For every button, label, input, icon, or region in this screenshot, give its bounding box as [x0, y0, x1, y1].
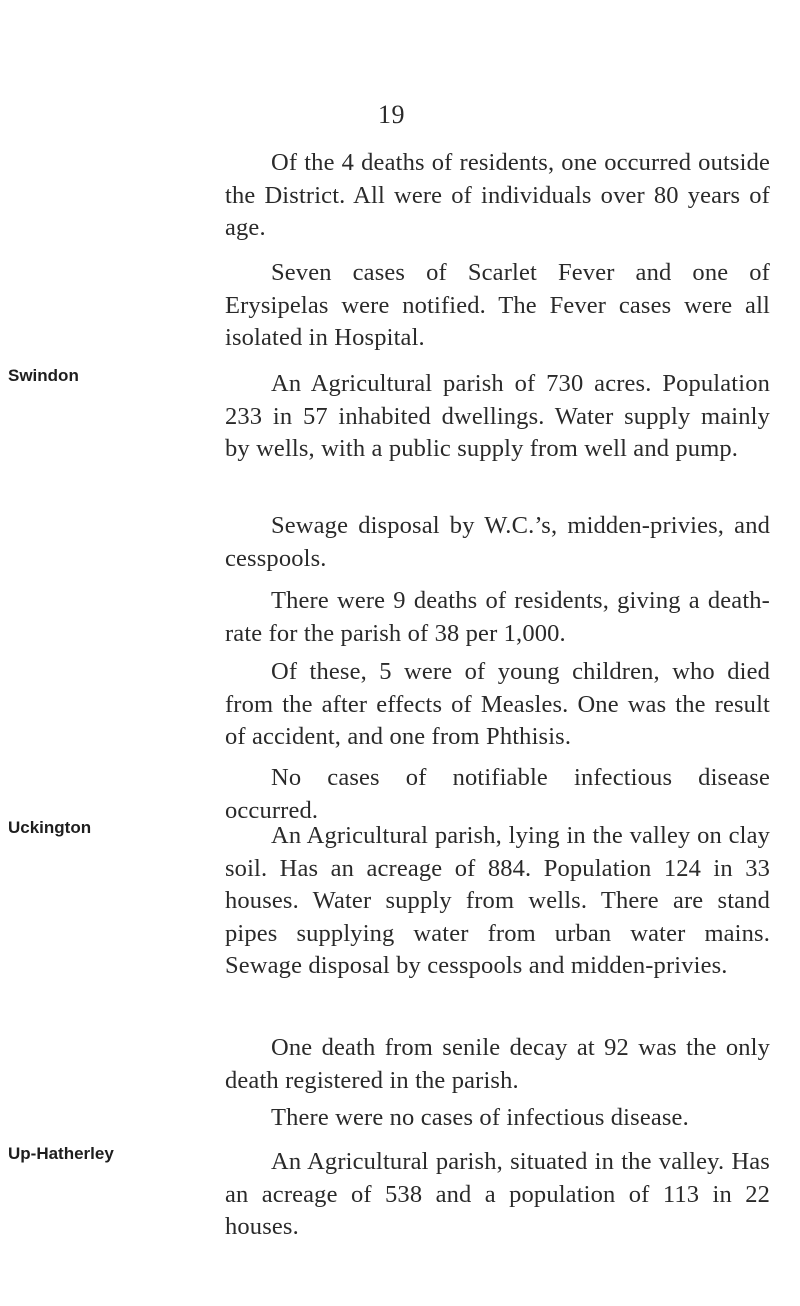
margin-label-up-hatherley: Up-Hatherley — [8, 1144, 114, 1163]
paragraph-swindon-death-rate: There were 9 deaths of residents, giving a death-rate for the parish of 38 per 1,000. — [225, 587, 770, 647]
paragraph-swindon-no-cases: No cases of notifiable infectious disease occurred. — [225, 764, 770, 824]
page-number: 19 — [378, 100, 405, 129]
paragraph-swindon-sewage: Sewage disposal by W.C.’s, midden-privies, and cesspools. — [225, 512, 770, 572]
paragraph-swindon-parish: An Agricultural parish of 730 acres. Population 233 in 57 inhabited dwellings. Water supply mainly by wells, with a public supply from well and pump. — [225, 370, 770, 462]
paragraph-intro-deaths: Of the 4 deaths of residents, one occurred outside the District. All were of individuals over 80 years of age. — [225, 149, 770, 241]
paragraph-uckington-no-infectious: There were no cases of infectious disease. — [271, 1104, 689, 1131]
margin-label-uckington: Uckington — [8, 818, 92, 837]
paragraph-up-hatherley-parish: An Agricultural parish, situated in the valley. Has an acreage of 538 and a population of 113 in 22 houses. — [225, 1148, 770, 1240]
margin-label-swindon: Swindon — [8, 366, 79, 385]
paragraph-scarlet-fever: Seven cases of Scarlet Fever and one of Erysipelas were notified. The Fever cases were all isolated in Hospital. — [225, 259, 770, 351]
paragraph-uckington-senile-decay: One death from senile decay at 92 was the only death registered in the parish. — [225, 1034, 770, 1094]
paragraph-swindon-measles: Of these, 5 were of young children, who died from the after effects of Measles. One was the result of accident, and one from Phthisis. — [225, 658, 770, 750]
paragraph-uckington-parish: An Agricultural parish, lying in the valley on clay soil. Has an acreage of 884. Population 124 in 33 houses. Water supply from wells. There are stand pipes supplying water from urban water mains. Sewage disposal by cesspools and midden-privies. — [225, 822, 770, 979]
